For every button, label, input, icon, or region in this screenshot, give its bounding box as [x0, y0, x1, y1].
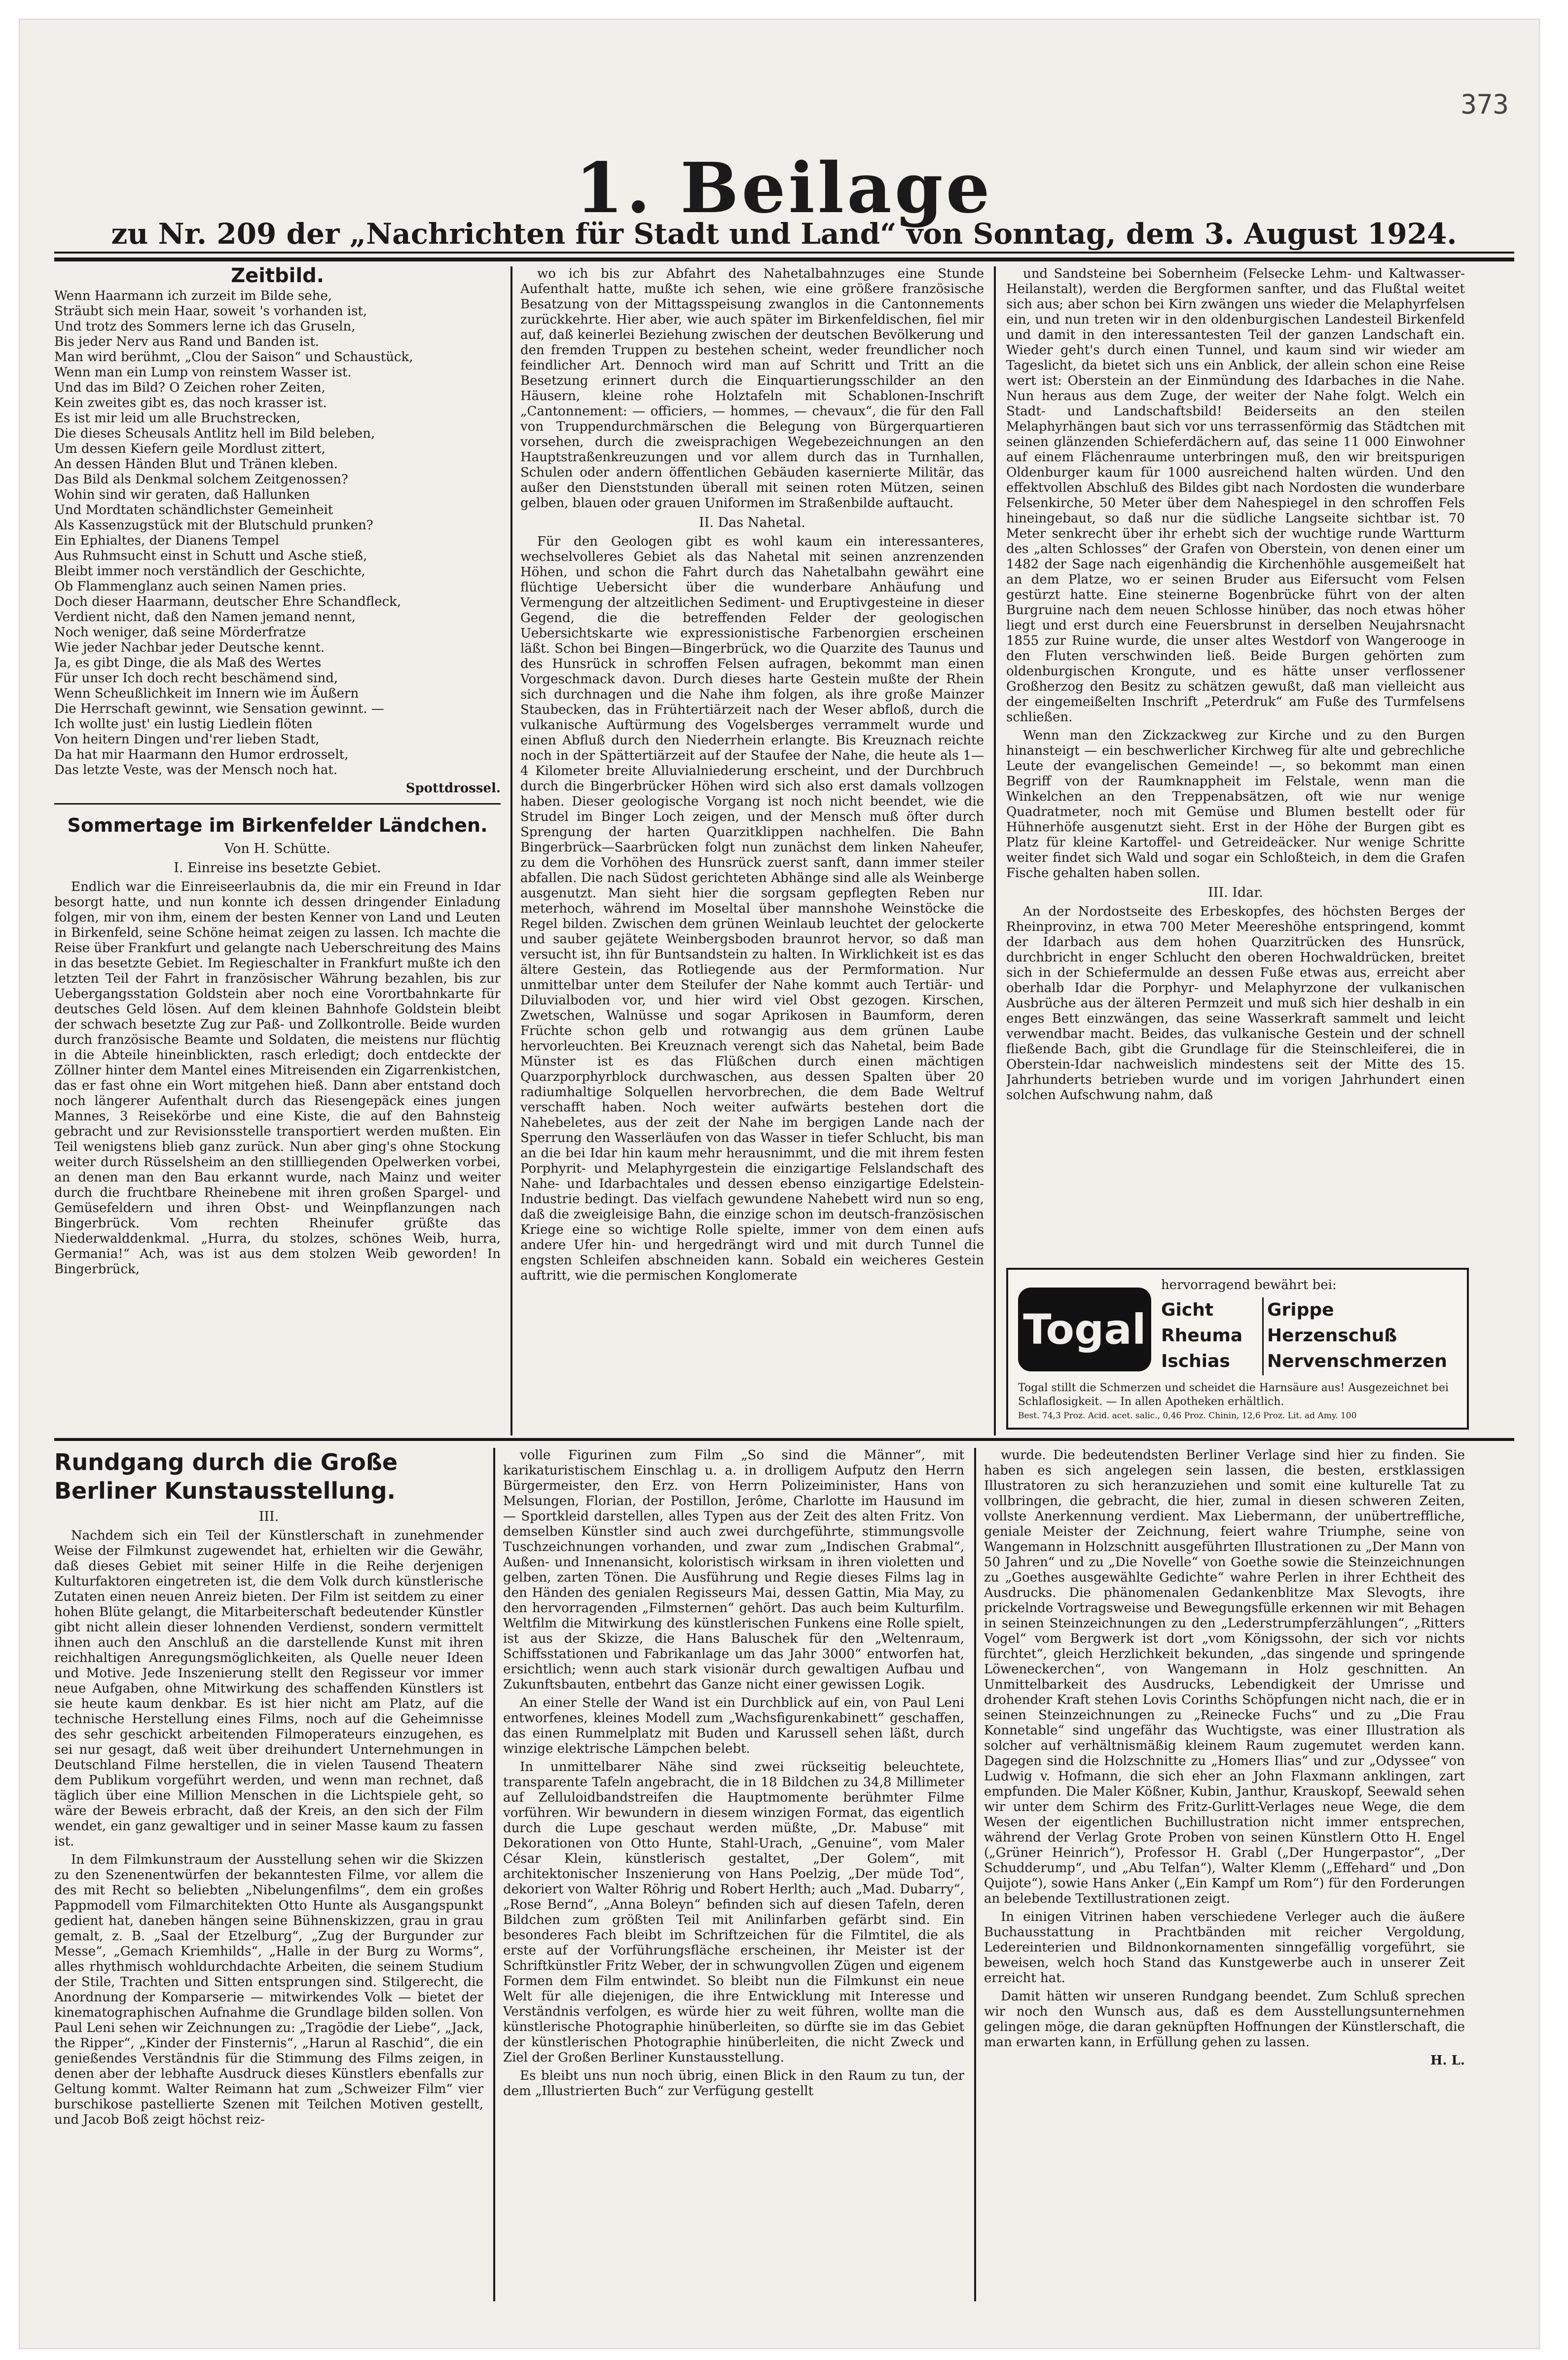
- upper-column-2: [520, 266, 984, 1436]
- supplement-title: 1. Beilage: [575, 148, 993, 229]
- poem-line: Da hat mir Haarmann den Humor erdrosselt,: [54, 747, 349, 762]
- kunst-heading: Rundgang durch die Große Berliner Kunstausstellung.: [54, 1449, 398, 1504]
- kunst-part-number: III.: [258, 1509, 279, 1524]
- ad-divider: [1262, 1297, 1264, 1375]
- poem-line: Kein zweites gibt es, das noch krasser ist.: [54, 396, 327, 410]
- poem-line: Ich wollte just' ein lustig Liedlein flöten: [54, 717, 313, 732]
- poem-line: Verdient nicht, daß den Namen jemand nennt,: [54, 610, 356, 625]
- poem-line: Ein Ephialtes, der Dianens Tempel: [54, 533, 280, 548]
- sommertage-section-2-title: II. Das Nahetal.: [699, 515, 805, 530]
- sommertage-section-1-title: I. Einreise ins besetzte Gebiet.: [174, 860, 381, 876]
- poem-line: Wenn Scheußlichkeit im Innern wie im Äußern: [54, 686, 359, 701]
- sommertage-byline: Von H. Schütte.: [224, 841, 330, 856]
- poem-line: Man wird berühmt, „Clou der Saison“ und Schaustück,: [54, 350, 413, 365]
- paragraph: wo ich bis zur Abfahrt des Nahetalbahnzuges eine Stunde Aufenthalt hatte, mußte ich sehen, wie eine größere französische Besatzung von der Mittagsspeisung zwanglos in die Cantonnements zurückkehrte. Hier aber, wie auch später im Birkenfeldischen, fiel mir auf, daß keinerlei Beziehung zwischen der deutschen Bevölkerung und den fremden Truppen zu bestehen scheint, weder freundlicher noch feindlicher Art. Dennoch wird man auf Schritt und Tritt an die Besetzung erinnert durch die Einquartierungsschilder an den Häusern, kleine rohe Holztafeln mit Schablonen-Inschrift „Cantonnement: — officiers, — hommes, — chevaux“, die für den Fall von Truppendurchmärschen die Belegung von Bürgerquartieren vorsehen, durch die zweisprachigen Wegebezeichnungen an den Hauptstraßenkreuzungen und vor allem durch das in Turnhallen, Schulen oder andern öffentlichen Gebäuden kasernierte Militär, das außer den Dienststunden überall mit seinen roten Mützen, seinen gelben, blauen oder grauen Uniformen im Straßenbilde auftaucht.: [520, 266, 984, 511]
- paragraph: Damit hätten wir unseren Rundgang beendet. Zum Schluß sprechen wir noch den Wunsch aus, daß es dem Ausstellungsunternehmen gelingen möge, die daran geknüpften Hoffnungen der Künstlerschaft, die man erwarten kann, in Erfüllung gehen zu lassen.: [984, 1989, 1465, 2050]
- poem-line: Wohin sind wir geraten, daß Hallunken: [54, 487, 310, 502]
- paragraph: wurde. Die bedeutendsten Berliner Verlage sind hier zu finden. Sie haben es sich angelegen sein lassen, die besten, erstklassigen Illustratoren zu sich heranzuziehen und somit eine kulturelle Tat zu vollbringen, die gebracht, die hier, zumal in diesen schweren Zeiten, vollste Anerkennung verdient. Max Liebermann, der unübertreffliche, geniale Meister der Zeichnung, feiert wahre Triumphe, seine von Wangemann in Holzschnitt ausgeführten Illustrationen zu „Der Mann von 50 Jahren“ und zu „Die Novelle“ von Goethe sowie die Steinzeichnungen zu „Goethes ausgewählte Gedichte“ wahre Perlen in ihrer Echtheit des Ausdrucks. Die phänomenalen Gedankenblitze Max Slevogts, ihre prickelnde Vortragsweise und Bewegungsfülle erkennen wir mit Behagen in seinen Steinzeichnungen zu den „Lederstrumpferzählungen“, „Ritters Vogel“ vom Bergwerk ist dort „vom Königssohn, der sich vor nichts fürchtet“, gleich Herzlichkeit bekunden, „das singende und springende Löweneckerchen“, von Wangemann in Holz geschnitten. An Unmittelbarkeit des Ausdrucks, Lebendigkeit der Umrisse und drohender Kraft stehen Lovis Corinths Schöpfungen nicht nach, die er in seinen Steinzeichnungen zu „Reinecke Fuchs“ und zu „Die Frau Konnetable“ sind ungefähr das Wuchtigste, was einer Illustration als solcher auf verhältnismäßig kleinem Raum zugemutet werden kann. Dagegen sind die Holzschnitte zu „Homers Ilias“ und zur „Odyssee“ von Ludwig v. Hofmann, die sich eher an John Flaxmann anklingen, zart empfunden. Die Maler Kößner, Kubin, Janthur, Krauskopf, Seewald sehen wir unter dem Schirm des Fritz-Gurlitt-Verlages neue Wege, die dem Wesen der eigentlichen Buchillustration nicht immer entsprechen, während der Verlag Grote Proben von seinen Künstlern Otto H. Engel („Grüner Heinrich“), Professor H. Grabl („Der Hungerpastor“, „Der Schudderump“, und „Abu Telfan“), Walter Klemm („Effehard“ und „Don Quijote“), sowie Hans Anker („Ein Kampf um Rom“) für den Forderungen an belebende Textillustrationen zeigt.: [984, 1448, 1465, 1906]
- ad-ailment: Nervenschmerzen: [1267, 1351, 1447, 1371]
- poem-line: Und das im Bild? O Zeichen roher Zeiten,: [54, 380, 326, 395]
- poem-line: Wenn Haarmann ich zurzeit im Bilde sehe,: [54, 289, 332, 303]
- poem-line: Das Bild als Denkmal solchem Zeitgenossen?: [54, 472, 348, 487]
- section-divider: [54, 1438, 1514, 1441]
- ad-ailment: Rheuma: [1161, 1326, 1243, 1346]
- lower-column-1: [54, 1448, 483, 2301]
- paragraph: In unmittelbarer Nähe sind zwei rückseitig beleuchtete, transparente Tafeln angebracht, die in 18 Bildchen zu 34,8 Millimeter auf Zelluloidbandstreifen die Hauptmomente berühmter Filme vorführen. Wir bewundern in diesem winzigen Format, das eigentlich durch die Lupe geschaut werden müßte, „Dr. Mabuse“ mit Dekorationen von Otto Hunte, Stahl-Urach, „Genuine“, vom Maler César Klein, künstlerisch gestaltet, „Der Golem“, mit architektonischer Inszenierung von Hans Poelzig, „Der müde Tod“, dekoriert von Walter Röhrig und Robert Herlth; auch „Mad. Dubarry“, „Rose Bernd“, „Anna Boleyn“ befinden sich auf diesen Tafeln, deren Bildchen zum größten Teil mit Anilinfarben gefärbt sind. Ein besonderes Fach bleibt im Schriftzeichen für die Filmtitel, die als erste auf der Vorführungsfläche erscheinen, ihr Meister ist der Schriftkünstler Fritz Weber, der in schwungvollen Zügen und eigenem Formen dem Film entwindet. So bleibt nun die Filmkunst ein neue Welt für alle diejenigen, die ihre Entwicklung mit Interesse und Verständnis verfolgen, es würde hier zu weit führen, wollte man die künstlerische Photographie hinüberleiten, so dürfte sie im das Gebiet der künstlerischen Photographie hinüberleiten, die nicht Zweck und Ziel der Großen Berliner Kunstausstellung.: [503, 1760, 964, 2065]
- zeitbild-poem: [54, 289, 501, 778]
- poem-line: Die dieses Scheusals Antlitz hell im Bild beleben,: [54, 426, 375, 441]
- page-number: 373: [1460, 89, 1509, 120]
- ad-ailment: Grippe: [1267, 1300, 1334, 1320]
- paragraph: An der Nordostseite des Erbeskopfes, des höchsten Berges der Rheinprovinz, in etwa 700 Meter Meereshöhe entspringend, kommt der Idarbach aus dem hohen Quarzitrücken des Hunsrück, durchbricht in enger Schlucht den oberen Hochwaldrücken, breitet sich in der Schiefermulde an dessen Fuße etwas aus, erreicht aber oberhalb Idar die Porphyr- und Melaphyrzone der vulkanischen Ausbrüche aus der älteren Permzeit und muß sich hier deshalb in ein enges Bett einzwängen, das seine Wasserkraft sammelt und leicht verwendbar macht. Beides, das vulkanische Gestein und der schnell fließende Bach, gibt die Grundlage für die Steinschleiferei, die in Oberstein-Idar nachweislich mindestens seit der Mitte des 15. Jahrhunderts betrieben wurde und im vorigen Jahrhundert einen solchen Aufschwung nahm, daß: [1006, 904, 1465, 1103]
- poem-line: Das letzte Veste, was der Mensch noch hat.: [54, 763, 338, 777]
- poem-line: Als Kassenzugstück mit der Blutschuld prunken?: [54, 518, 373, 533]
- supplement-subtitle: zu Nr. 209 der „Nachrichten für Stadt und Land“ von Sonntag, dem 3. August 1924.: [111, 217, 1457, 251]
- poem-line: Für unser Ich doch recht beschämend sind,: [54, 671, 338, 686]
- poem-line: Und trotz des Sommers lerne ich das Gruseln,: [54, 319, 356, 334]
- poem-line: Bis jeder Nerv aus Rand und Banden ist.: [54, 334, 320, 349]
- lower-column-3: [984, 1448, 1465, 2301]
- ad-ailment: Gicht: [1161, 1300, 1214, 1320]
- poem-line: An dessen Händen Blut und Tränen kleben.: [54, 457, 338, 472]
- poem-line: Und Mordtaten schändlichster Gemeinheit: [54, 503, 333, 517]
- poem-line: Doch dieser Haarmann, deutscher Ehre Schandfleck,: [54, 594, 401, 609]
- paragraph: An einer Stelle der Wand ist ein Durchblick auf ein, von Paul Leni entworfenes, kleines Modell zum „Wachsfigurenkabinett“ geschaffen, das einen Rummelplatz mit Buden und Karussell sehen läßt, durch winzige elektrische Lämpchen belebt.: [503, 1696, 964, 1756]
- poem-line: Ja, es gibt Dinge, die als Maß des Wertes: [54, 656, 322, 670]
- ad-footnote: Best. 74,3 Proz. Acid. acet. salic., 0,46 Proz. Chinin, 12,6 Proz. Lit. ad Amy. 100: [1018, 1411, 1357, 1421]
- upper-column-3: [1006, 266, 1465, 1258]
- kunst-signature: H. L.: [1430, 2053, 1465, 2068]
- togal-advertisement: [1006, 1268, 1469, 1430]
- poem-line: Aus Ruhmsucht einst in Schutt und Asche stieß,: [54, 549, 367, 563]
- poem-line: Die Herrschaft gewinnt, wie Sensation gewinnt. —: [54, 701, 384, 716]
- poem-line: Um dessen Kiefern geile Mordlust zittert,: [54, 442, 326, 456]
- ad-ailment: Herzenschuß: [1267, 1326, 1397, 1346]
- paragraph: In dem Filmkunstraum der Ausstellung sehen wir die Skizzen zu den Szenenentwürfen der bekanntesten Filme, vor allem die des mit Recht so beliebten „Nibelungenfilms“, dem ein großes Pappmodell vom Filmarchitekten Otto Hunte als Ausgangspunkt gedient hat, daneben hängen seine Bühnenskizzen, grau in grau gemalt, z. B. „Saal der Etzelburg“, „Zug der Burgunder zur Messe“, „Gemach Kriemhilds“, „Halle in der Burg zu Worms“, alles rhythmisch wohldurchdachte Arbeiten, die seinem Studium der Stile, Trachten und Sitten entsprungen sind. Stilgerecht, die Anordnung der Komparserie — mitwirkendes Volk — bietet der kinematographischen Aufnahme die Grundlage bilden sollen. Von Paul Leni sehen wir Zeichnungen zu: „Tragödie der Liebe“, „Jack, the Ripper“, „Kinder der Finsternis“, „Harun al Raschid“, die ein genießendes Verständnis für die Stimmung des Films zeigen, in denen aber der lebhafte Ausdruck dieses Künstlers ebenfalls zur Geltung kommt. Walter Reimann hat zum „Schweizer Film“ vier burschikose pastellierte Szenen mit Teilchen Motiven gestellt, und Jacob Boß zeigt höchst reiz-: [54, 1852, 483, 2127]
- poem-line: Bleibt immer noch verständlich der Geschichte,: [54, 564, 365, 579]
- poem-line: Wie jeder Nachbar jeder Deutsche kennt.: [54, 640, 325, 655]
- column-rule-upper-1: [511, 266, 512, 1436]
- poem-line: Wenn man ein Lump von reinstem Wasser ist.: [54, 365, 352, 380]
- masthead-rule-thin: [54, 252, 1514, 254]
- paragraph: und Sandsteine bei Sobernheim (Felsecke Lehm- und Kaltwasser-Heilanstalt), werden die Bergformen sanfter, und das Flußtal weitet sich aus; aber schon bei Kirn zwängen uns wieder die Melaphyrfelsen ein, und nun treten wir in den oldenburgischen Landesteil Birkenfeld und damit in den interessantesten Teil der ganzen Landschaft ein. Wieder geht's durch einen Tunnel, und kaum sind wir wieder am Tageslicht, da bietet sich uns ein Anblick, der allein schon eine Reise wert ist: Oberstein an der Einmündung des Idarbaches in die Nahe. Nun heraus aus dem Zuge, der weiter der Nahe folgt. Welch ein Stadt- und Landschaftsbild! Beiderseits an den steilen Melaphyrhängen baut sich vor uns terrassenförmig das Städtchen mit seinen glänzenden Schieferdächern auf, das seine 11 000 Einwohner auf einem Flächenraume unterbringen muß, den wir breitspurigen Oldenburger kaum für 1000 ausreichend halten würden. Und den effektvollen Abschluß des Bildes gibt nach Nordosten die wunderbare Felsenkirche, 50 Meter über dem Nahespiegel in den schroffen Fels hineingebaut, so daß nur die südliche Langseite sichtbar ist. 70 Meter senkrecht über ihr erhebt sich der wuchtige runde Wartturm des „alten Schlosses“ der Grafen von Oberstein, von denen einer um 1482 der Sage nach eigenhändig die Kirchenhöhle ausgemeißelt hat an dem Platze, wo er seinen Bruder aus Eifersucht vom Felsen gestürzt hatte. Eine steinerne Bogenbrücke führt von der alten Burgruine nach dem neuen Schlosse hinüber, das noch etwas höher liegt und erst durch eine Feuersbrunst in derselben Neujahrsnacht 1855 zur Ruine wurde, die unser altes Westdorf von Wangerooge in den Fluten verschwinden ließ. Beide Burgen gehörten zum oldenburgischen Krongute, und es hätte unser verflossener Großherzog den Besitz zu schätzen gewußt, daß man vielleicht aus der eingemeißelten Inschrift „Peterdruk“ am Fuße des Turmfelsens schließen.: [1006, 266, 1465, 725]
- paragraph: Nachdem sich ein Teil der Künstlerschaft in zunehmender Weise der Filmkunst zugewendet hat, erhielten wir die Gewähr, daß dieses Gebiet mit seiner Hilfe in die Reihe derjenigen Kulturfaktoren eingetreten ist, die dem Volk durch künstlerische Zutaten einen neuen Anreiz bieten. Der Film ist seitdem zu einer hohen Blüte gelangt, die Mitarbeiterschaft bedeutender Künstler gibt nicht allein dieser lohnenden Verdienst, sondern vermittelt ihnen auch den Anschluß an die darstellende Kunst mit ihren reichhaltigen Anregungsmöglichkeiten, als Quelle neuer Ideen und Motive. Jede Inszenierung stellt den Regisseur vor immer neue Aufgaben, ohne Mitwirkung des schaffenden Künstlers ist sie heute kaum denkbar. Es ist hier nicht am Platz, auf die technische Herstellung eines Films, noch auf die Geheimnisse des sehr geschickt arbeitenden Filmoperateurs einzugehen, es sei nur gesagt, daß weit über dreihundert Unternehmungen in Deutschland Filme herstellen, die in vielen Tausend Theatern dem Publikum vorgeführt werden, und wenn man rechnet, daß täglich über eine Million Menschen in die Lichtspiele geht, so wäre der Beweis erbracht, daß der Kreis, an den sich der Film wendet, ein ganz gewaltiger und in seiner Masse kaum zu fassen ist.: [54, 1528, 483, 1849]
- ad-ailments-left: [1161, 1297, 1260, 1374]
- column-rule-lower-2: [974, 1448, 976, 2301]
- ad-ailment: Ischias: [1161, 1351, 1230, 1371]
- ad-tagline: hervorragend bewährt bei:: [1161, 1278, 1337, 1292]
- ad-body-text: Togal stillt die Schmerzen und scheidet die Harnsäure aus! Ausgezeichnet bei Schlaflosigkeit. — In allen Apotheken erhältlich.: [1018, 1382, 1449, 1408]
- paragraph: Endlich war die Einreiseerlaubnis da, die mir ein Freund in Idar besorgt hatte, und nun konnte ich dessen dringender Einladung folgen, mir von ihm, einem der besten Kenner von Land und Leuten in Birkenfeld, seine Schöne heimat zeigen zu lassen. Ich machte die Reise über Frankfurt und gelangte nach Ueberschreitung des Mains in das besetzte Gebiet. Im Regieschalter in Frankfurt mußte ich den letzten Teil der Fahrt in französischer Währung bezahlen, bis zur Uebergangsstation Goldstein aber noch eine Vorortbahnkarte für deutsches Geld lösen. Auf dem kleinen Bahnhofe Goldstein bleibt der schwach besetzte Zug zur Paß- und Zollkontrolle. Beide wurden durch französische Beamte und Soldaten, die meistens nur flüchtig in die Abteile hineinblickten, rasch erledigt; doch entdeckte der Zöllner hinter dem Mantel eines Mitreisenden ein Zigarrenkistchen, das er fast ohne ein Wort mitgehen hieß. Dann aber entstand doch noch längerer Aufenthalt durch das Riesengepäck eines jungen Mannes, 3 Reisekörbe und eine Kiste, die auf den Bahnsteig gebracht und zur Revisionsstelle transportiert werden mußten. Ein Teil wenigstens blieb ganz zurück. Nun aber ging's ohne Stockung weiter durch Rüsselsheim an den stillliegenden Opelwerken vorbei, an denen man den Bau erkannt wurde, nach Mainz und weiter durch die fruchtbare Rheinebene mit ihren großen Spargel- und Gemüsefeldern und ihren Obst- und Weinpflanzungen nach Bingerbrück. Vom rechten Rheinufer grüßte das Niederwalddenkmal. „Hurra, du stolzes, schönes Weib, hurra, Germania!“ Ach, was ist aus dem stolzen Weib geworden! In Bingerbrück,: [54, 880, 501, 1277]
- lower-column-2: [503, 1448, 964, 2301]
- article-separator: [54, 803, 501, 805]
- zeitbild-signature: Spottdrossel.: [405, 781, 501, 796]
- paragraph: Wenn man den Zickzackweg zur Kirche und zu den Burgen hinansteigt — ein beschwerlicher Kirchweg für alte und gebrechliche Leute der evangelischen Gemeinde! —, so bekommt man einen Begriff von der Raumknappheit im Felstale, wenn man die Winkelchen an den Treppenabsätzen, oft wie nur wenige Quadratmeter, noch mit Gemüse und Blumen bestellt oder für Hühnerhöfe ausgenutzt sieht. Erst in der Höhe der Burgen gibt es Platz für kleine Kartoffel- und Getreideäcker. Nur wenige Schritte weiter findet sich Wald und sogar ein Schloßteich, in dem die Grafen Fische gehalten haben sollen.: [1006, 728, 1465, 881]
- paragraph: volle Figurinen zum Film „So sind die Männer“, mit karikaturistischem Einschlag u. a. in drolligem Aufputz den Herrn Bürgermeister, den Erz. von Herrn Polizeiminister, Hans von Melsungen, Florian, der Postillon, Jerôme, Charlotte im Hausund im — Sportkleid darstellen, alles Typen aus der Zeit des alten Fritz. Von demselben Künstler sind auch zwei durchgeführte, stimmungsvolle Tuschzeichnungen vorhanden, und zwar zum „Indischen Grabmal“, Außen- und Innenansicht, koloristisch wirksam in ihren violetten und gelben, zarten Tönen. Die Ausführung und Regie dieses Films lag in den Händen des genialen Regisseurs Mai, dessen Gattin, Mia May, zu den hervorragenden „Filmsternen“ gehört. Das auch beim Kulturfilm. Weltfilm die Mitwirkung des künstlerischen Funkens eine Rolle spielt, ist aus der Skizze, die Hans Baluschek für den „Weltenraum, Schiffsstationen und Fabrikanlage um das Jahr 3000“ entworfen hat, ersichtlich; wenn auch stark visionär durch gewaltigen Aufbau und Zukunftsbauten, entbehrt das Ganze nicht einer gewissen Logik.: [503, 1448, 964, 1692]
- paragraph: Für den Geologen gibt es wohl kaum ein interessanteres, wechselvolleres Gebiet als das Nahetal mit seinen anzrenzenden Höhen, und schon die Fahrt durch das Nahetalbahn gewährt eine flüchtige Uebersicht über die wunderbare Anhäufung und Vermengung der altzeitlichen Sediment- und Eruptivgesteine in dieser Gegend, die die betreffenden Felder der geologischen Uebersichtskarte wie expressionistische Farbenorgien erscheinen läßt. Schon bei Bingen—Bingerbrück, wo die Quarzite des Taunus und des Hunsrück in schroffen Felsen aufragen, bekommt man einen Vorgeschmack davon. Durch dieses harte Gestein mußte der Rhein sich durchnagen und die Nahe ihm folgen, als ihre große Mainzer Staubecken, das in Frühtertiärzeit nach der Weser abfloß, durch die vulkanische Auftürmung des Vogelsberges verrammelt wurde und einen Abfluß durch den Niederrhein erlangte. Bis Kreuznach reichte noch in der Spättertiärzeit auf der Staufee der Nahe, die heute als 1—4 Kilometer breite Alluvialniederung erscheint, und der Durchbruch durch die Bingerbrücker Höhen wird sich also erst damals vollzogen haben. Dieser geologische Vorgang ist noch nicht beendet, wie die Strudel im Binger Loch zeigen, und der Mensch muß öfter durch Sprengung der harten Quarzitklippen nachhelfen. Die Bahn Bingerbrück—Saarbrücken folgt nun zunächst dem linken Naheufer, zu dem die Vorhöhen des Hunsrück zuerst sanft, dann immer steiler abfallen. Die nach Südost gerichteten Abhänge sind alle als Weinberge ausgenutzt. Man sieht hier die sorgsam gepflegten Reben nur meterhoch, während im Moseltal über mannshohe Weinstöcke die Regel bilden. Zwischen dem grünen Weinlaub leuchtet der gelockerte und sauber gejätete Weinbergsboden braunrot hervor, so daß man versucht ist, ihn für Buntsandstein zu halten. In Wirklichkeit ist es das ältere Gestein, das Rotliegende aus der Permformation. Nur unmittelbar unter dem Steilufer der Nahe kommt auch Tertiär- und Diluvialboden vor, und hier wird viel Obst gezogen. Kirschen, Zwetschen, Walnüsse und sogar Aprikosen in Baumform, deren Früchte schon gelb und rotwangig aus dem grünen Laube hervorleuchten. Bei Kreuznach verengt sich das Nahetal, beim Bade Münster ist es das Flüßchen durch einen mächtigen Quarzporphyrblock durchwaschen, aus dessen Spalten über 20 radiumhaltige Solquellen hervorbrechen, die dem Bade Weltruf verschafft haben. Noch weiter aufwärts bestehen dort die Nahebeletes, aus der zeit der Nahe im bergigen Lande nach der Sperrung den Wasserläufen von das Wasser in tiefer Schlucht, bis man an die bei Idar hin kaum mehr herausnimmt, und die mit ihrem festen Porphyrit- und Melaphyrgestein die einzigartige Felslandschaft des Nahe- und Idarbachtales und dessen ebenso einzigartige Edelstein-Industrie bedingt. Das vielfach gewundene Nahebett wird nun so eng, daß die zweigleisige Bahn, die einzige schon im deutsch-französischen Kriege eine so wichtige Rolle spielte, immer von dem einen aufs andere Ufer hin- und hergedrängt wird und mit durch Tunnel die engsten Schleifen abschneiden kann. Sobald ein weicheres Gestein auftritt, wie die permischen Konglomerate: [520, 534, 984, 1283]
- ad-ailments-right: [1267, 1297, 1459, 1374]
- togal-logo: Togal: [1018, 1288, 1151, 1371]
- masthead-rule-thick: [54, 258, 1514, 261]
- sommertage-heading: Sommertage im Birkenfelder Ländchen.: [67, 814, 488, 836]
- paragraph: Es bleibt uns nun noch übrig, einen Blick in den Raum zu tun, der dem „Illustrierten Buch“ zur Verfügung gestellt: [503, 2068, 964, 2099]
- poem-line: Noch weniger, daß seine Mörderfratze: [54, 625, 306, 640]
- poem-line: Ob Flammenglanz auch seinen Namen pries.: [54, 579, 347, 594]
- upper-column-1: [54, 266, 501, 1436]
- column-rule-upper-2: [994, 266, 996, 1436]
- paragraph: In einigen Vitrinen haben verschiedene Verleger auch die äußere Buchausstattung in Prachtbänden mit reicher Vergoldung, Ledereinterien und Bildnonkornamenten sinngefällig vorgeführt, sie beweisen, welch hoch Stand das Kunstgewerbe auch in unserer Zeit erreicht hat.: [984, 1910, 1465, 1986]
- poem-line: Von heitern Dingen und'rer lieben Stadt,: [54, 732, 320, 747]
- zeitbild-heading: Zeitbild.: [231, 266, 324, 287]
- column-rule-lower-1: [493, 1448, 495, 2301]
- poem-line: Sträubt sich mein Haar, soweit 's vorhanden ist,: [54, 304, 367, 319]
- sommertage-section-3-title: III. Idar.: [1208, 885, 1263, 900]
- poem-line: Es ist mir leid um alle Bruchstrecken,: [54, 411, 300, 426]
